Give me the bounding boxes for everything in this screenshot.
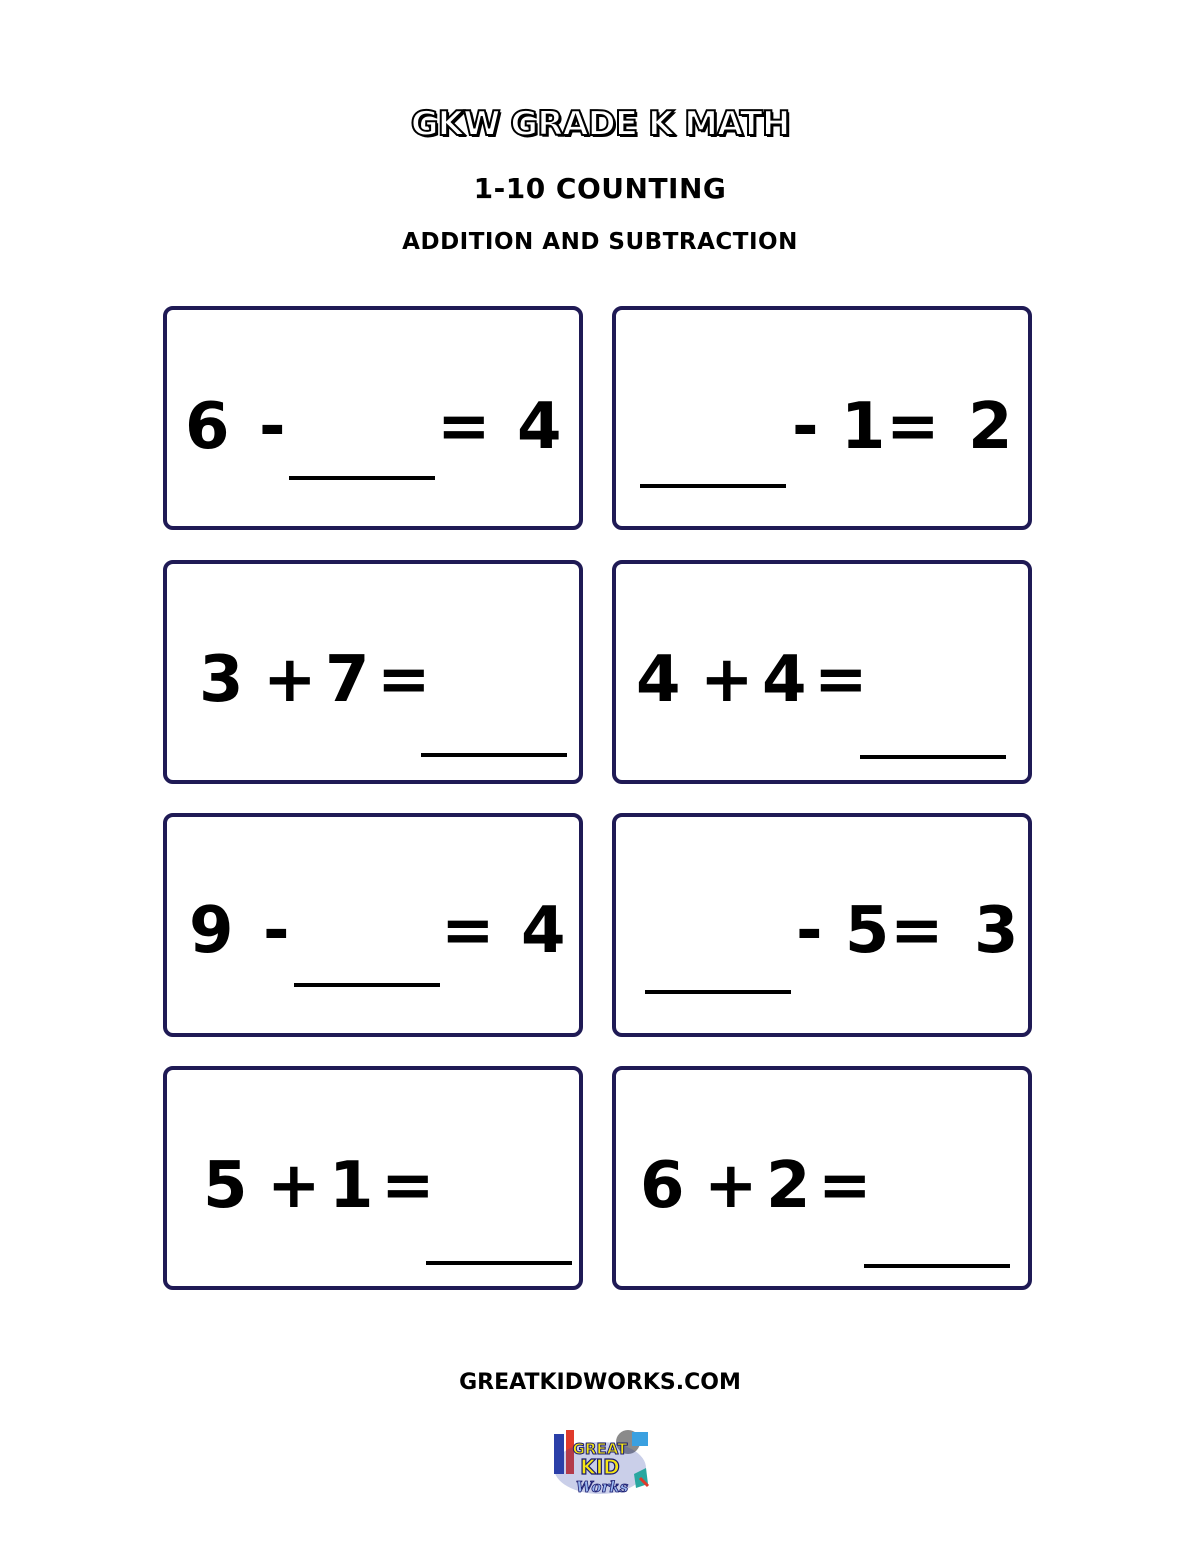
page-subtitle: 1-10 COUNTING: [473, 172, 727, 205]
answer-blank[interactable]: [864, 1264, 1010, 1268]
operand: 7: [325, 643, 370, 717]
problem-card-7: [163, 1066, 583, 1290]
operand: 6: [185, 390, 230, 464]
answer-blank[interactable]: [860, 755, 1006, 759]
answer-blank[interactable]: [645, 990, 791, 994]
operand: 4: [636, 643, 681, 717]
operand: 6: [640, 1149, 685, 1223]
problem-card-5: [163, 813, 583, 1037]
equals-sign: =: [381, 1149, 435, 1223]
result: 2: [968, 390, 1013, 464]
operator: -: [263, 894, 290, 968]
operand: 4: [762, 643, 807, 717]
result: 4: [521, 894, 566, 968]
answer-blank[interactable]: [289, 476, 435, 480]
operator: +: [700, 643, 754, 717]
svg-text:GREAT: GREAT: [572, 1440, 628, 1458]
answer-blank[interactable]: [426, 1261, 572, 1265]
problem-card-4: [612, 560, 1032, 784]
operator: +: [263, 643, 317, 717]
operator: +: [704, 1149, 758, 1223]
answer-blank[interactable]: [294, 983, 440, 987]
equals-sign: =: [377, 643, 431, 717]
operator: +: [267, 1149, 321, 1223]
operand: 5: [203, 1149, 248, 1223]
problem-card-8: [612, 1066, 1032, 1290]
equals-sign: =: [814, 643, 868, 717]
svg-text:Works: Works: [575, 1478, 629, 1496]
problem-card-6: [612, 813, 1032, 1037]
website-url: GREATKIDWORKS.COM: [459, 1370, 741, 1395]
problem-card-2: [612, 306, 1032, 530]
operand: - 1: [792, 390, 886, 464]
equals-sign: =: [437, 390, 491, 464]
problem-card-3: [163, 560, 583, 784]
operator: -: [259, 390, 286, 464]
operand: 9: [189, 894, 234, 968]
operand: - 5: [796, 894, 890, 968]
operand: 1: [329, 1149, 374, 1223]
equals-sign: =: [886, 390, 940, 464]
operand: 2: [766, 1149, 811, 1223]
topic-heading: ADDITION AND SUBTRACTION: [402, 229, 798, 255]
equals-sign: =: [818, 1149, 872, 1223]
result: 4: [517, 390, 562, 464]
svg-text:KID: KID: [580, 1455, 620, 1479]
operand: 3: [199, 643, 244, 717]
equals-sign: =: [441, 894, 495, 968]
result: 3: [974, 894, 1019, 968]
answer-blank[interactable]: [421, 753, 567, 757]
greatkidworks-logo: [548, 1428, 652, 1500]
problem-card-1: [163, 306, 583, 530]
page-title: GKW GRADE K MATH: [410, 104, 790, 144]
answer-blank[interactable]: [640, 484, 786, 488]
equals-sign: =: [890, 894, 944, 968]
